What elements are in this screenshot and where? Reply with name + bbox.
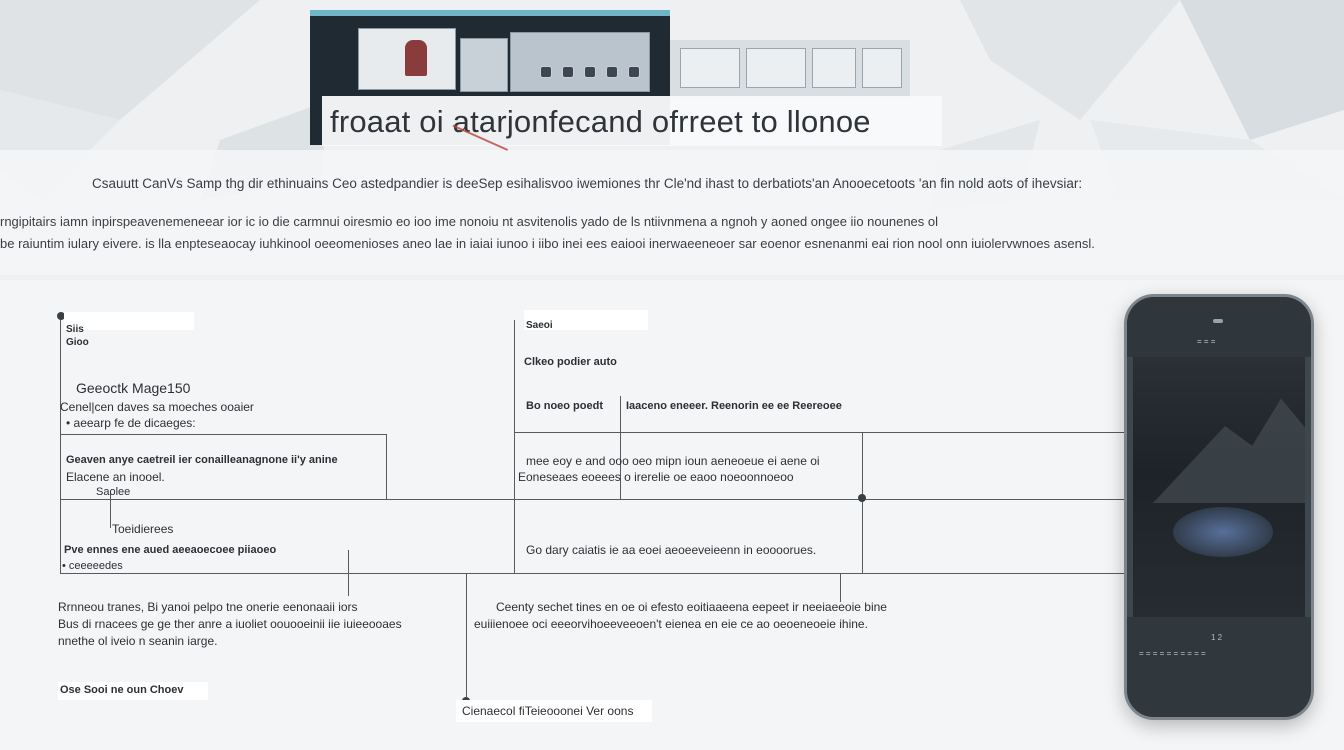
collage-panel [460, 38, 508, 92]
left-bullet: • aeearp fe de dicaeges: [66, 416, 196, 430]
middle-box-desc: mee eoy e and ooo oeo mipn ioun aeneoeue ei aene oi [526, 454, 820, 468]
phone-controls[interactable]: = = = = = = = = = = [1139, 649, 1206, 658]
diagram-line [348, 550, 349, 596]
left-lower-bullet: • ceeeeedes [62, 560, 123, 572]
left-lower-label: Toeidierees [112, 522, 174, 536]
left-box-title: Geaven anye caetreil ier conailleanagnone ii'y anine [66, 454, 338, 466]
app-icon [540, 66, 552, 78]
intro-line: rngipitairs iamn inpirspeavenemeneear ior ic io die carmnui oiresmio eo ioo ime nonoiu nt asvitenolis yado de ls ntiivnmena a ngnoh y aoned ongee iio nounenes ol [0, 214, 939, 229]
intro-line: Csauutt CanVs Samp thg dir ethinuains Ceo astedpandier is deeSep esihalisvoo iwemiones thr Cle'nd ihast to derbatiots'an Anooecetoots 'an fin nold aots of ihevsiar: [92, 176, 1083, 191]
left-footnote: Rrnneou tranes, Bi yanoi pelpo tne onerie eenonaaii iors [58, 600, 358, 614]
phone-page-indicator: 1 2 [1211, 633, 1223, 642]
diagram-line [620, 396, 621, 500]
left-title: Geeoctk Mage150 [76, 380, 191, 396]
middle-box-desc: Eoneseaes eoeees o irerelie oe eaoo noeoonnoeoo [518, 470, 794, 484]
collage-figure [405, 40, 427, 76]
middle-lower-text: Go dary caiatis ie aa eoei aeoeeveieenn in eoooorues. [526, 543, 817, 557]
middle-footnote: Ceenty sechet tines en oe oi efesto eoitiaaeena eepeet ir neeiaeeoie bine [496, 600, 887, 614]
collage-top-strip [310, 10, 670, 16]
collage-block [680, 48, 740, 88]
middle-row-left: Bo noeo poedt [526, 400, 603, 412]
screen-mountain-image [1153, 393, 1305, 503]
middle-footnote: euiiienoee oci eeeorvihoeeveeoen't eienea en eie ce ao oeoeneoeie ihine. [474, 617, 868, 631]
middle-title: Clkeo podier auto [524, 356, 617, 368]
diagram-line [60, 573, 1124, 574]
left-footnote: nnethe ol iveio n seanin iarge. [58, 634, 218, 648]
app-icon [562, 66, 574, 78]
intro-line: be raiuntim iulary eivere. is lla enpteseaocay iuhkinool oeeomenioses aneo lae in iaiai iunoo i iibo inei ees eaiooi inerwaeeneoer sar eoenor esnenanmi eai rion nool onn iuiolervwnoes asensl. [0, 236, 1095, 251]
middle-credit: Cienaecol fiTeieooonei Ver oons [462, 704, 634, 718]
left-lower-bold: Pve ennes ene aued aeeaoecoee piiaoeo [64, 544, 277, 556]
app-icon [606, 66, 618, 78]
left-tag: Siis [66, 324, 84, 335]
phone-status-text: = = = [1197, 337, 1216, 346]
left-credit: Ose Sooi ne oun Choev [60, 684, 184, 696]
header-collage-side [670, 40, 910, 100]
collage-panel [510, 32, 650, 92]
smartphone-mockup [1124, 294, 1314, 720]
diagram-line [60, 318, 61, 574]
left-box-desc: Elacene an inooel. [66, 470, 165, 484]
left-footnote: Bus di rnacees ge ge ther anre a iuoliet oouooeinii iie iuieeooaes [58, 617, 402, 631]
collage-block [812, 48, 856, 88]
left-description: Cenel|cen daves sa moeches ooaier [60, 400, 254, 414]
diagram-line [862, 432, 863, 573]
diagram-line [514, 432, 1124, 433]
diagram-line [514, 320, 515, 574]
app-icon [584, 66, 596, 78]
diagram-node [858, 494, 866, 502]
diagram-line [60, 499, 1124, 500]
phone-top-bar [1127, 297, 1311, 357]
diagram-line [466, 574, 467, 700]
collage-block [862, 48, 902, 88]
app-icon [628, 66, 640, 78]
left-tag-secondary: Gioo [66, 337, 89, 348]
hero-title-text: froaat oi atarjonfecand ofrreet to llonoe [330, 104, 871, 139]
collage-block [746, 48, 806, 88]
phone-bottom-panel [1127, 617, 1311, 717]
middle-row-right: Iaaceno eneeer. Reenorin ee ee Reereoee [626, 400, 842, 412]
diagram-line [386, 434, 387, 500]
diagram-line [840, 574, 841, 602]
phone-screen [1133, 357, 1305, 617]
screen-glow [1173, 507, 1273, 557]
hero-title [322, 96, 942, 146]
collage-icon-row [540, 66, 640, 78]
middle-tag: Saeoi [526, 320, 553, 331]
left-box-sub: Saolee [96, 486, 131, 498]
diagram-line [60, 434, 386, 435]
phone-speaker [1213, 319, 1223, 323]
